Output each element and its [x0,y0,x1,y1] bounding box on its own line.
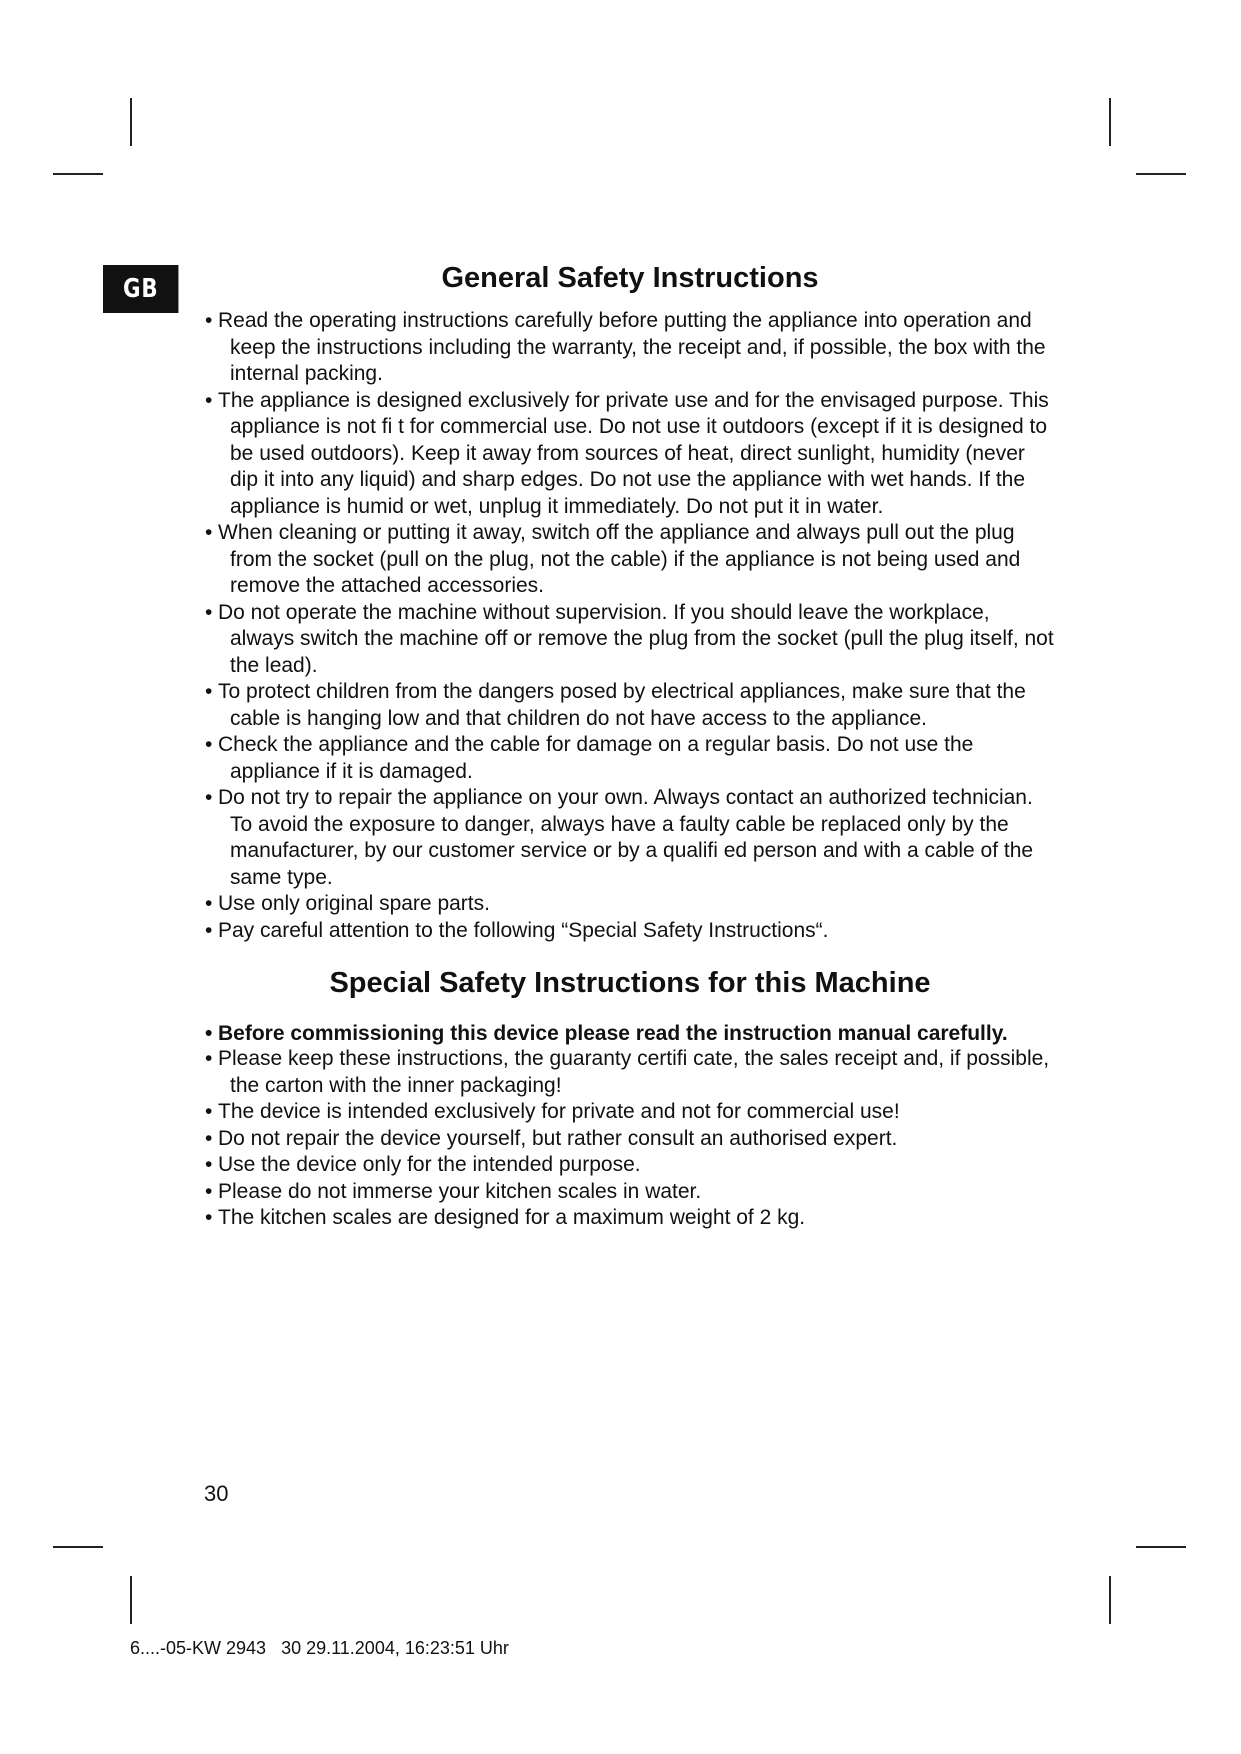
list-item: • Please do not immerse your kitchen scales in water. [205,1179,1055,1206]
list-item: • Pay careful attention to the following “Special Safety Instructions“. [205,918,1055,945]
main-content [205,258,1055,1232]
print-slug: 6....-05-KW 2943 30 29.11.2004, 16:23:51 Uhr [130,1638,509,1658]
language-tab: GB [103,265,178,313]
list-item: • The device is intended exclusively for private and not for commercial use! [205,1099,1055,1126]
list-item: • Do not operate the machine without supervision. If you should leave the workplace, always switch the machine off or remove the plug from the socket (pull the plug itself, not the lead). [205,600,1055,680]
list-item: • Use the device only for the intended purpose. [205,1152,1055,1179]
special-safety-title: Special Safety Instructions for this Machine [329,967,931,999]
list-item: • Read the operating instructions carefully before putting the appliance into operation and keep the instructions including the warranty, the receipt and, if possible, the box with the internal packing. [205,308,1055,388]
general-safety-title: General Safety Instructions [441,262,819,294]
crop-mark-top-left-vertical [130,98,132,146]
general-safety-list [205,308,1055,944]
list-item: • Before commissioning this device please read the instruction manual carefully. [205,1021,1055,1046]
list-item: • The appliance is designed exclusively for private use and for the envisaged purpose. This appliance is not fi t for commercial use. Do not use it outdoors (except if it is designed to be used outdoors). Keep it away from sources of heat, direct sunlight, humidity (never dip it into any liquid) and sharp edges. Do not use the appliance with wet hands. If the appliance is humid or wet, unplug it immediately. Do not put it in water. [205,388,1055,521]
crop-mark-top-right-horizontal [1136,173,1186,175]
list-item: • The kitchen scales are designed for a maximum weight of 2 kg. [205,1205,1055,1232]
crop-mark-top-left-horizontal [53,173,103,175]
list-item: • Do not repair the device yourself, but rather consult an authorised expert. [205,1126,1055,1153]
list-item: • Please keep these instructions, the guaranty certifi cate, the sales receipt and, if possible, the carton with the inner packaging! [205,1046,1055,1099]
crop-mark-bottom-left-horizontal [53,1546,103,1548]
crop-mark-bottom-right-vertical [1109,1576,1111,1624]
special-safety-list [205,1021,1055,1232]
list-item: • When cleaning or putting it away, switch off the appliance and always pull out the plug from the socket (pull on the plug, not the cable) if the appliance is not being used and remove the attached accessories. [205,520,1055,600]
list-item: • To protect children from the dangers posed by electrical appliances, make sure that the cable is hanging low and that children do not have access to the appliance. [205,679,1055,732]
list-item: • Use only original spare parts. [205,891,1055,918]
list-item: • Check the appliance and the cable for damage on a regular basis. Do not use the appliance if it is damaged. [205,732,1055,785]
crop-mark-top-right-vertical [1109,98,1111,146]
page-number: 30 [204,1481,229,1506]
list-item: • Do not try to repair the appliance on your own. Always contact an authorized technician. To avoid the exposure to danger, always have a faulty cable be replaced only by the manufacturer, by our customer service or by a qualifi ed person and with a cable of the same type. [205,785,1055,891]
crop-mark-bottom-right-horizontal [1136,1546,1186,1548]
crop-mark-bottom-left-vertical [130,1576,132,1624]
